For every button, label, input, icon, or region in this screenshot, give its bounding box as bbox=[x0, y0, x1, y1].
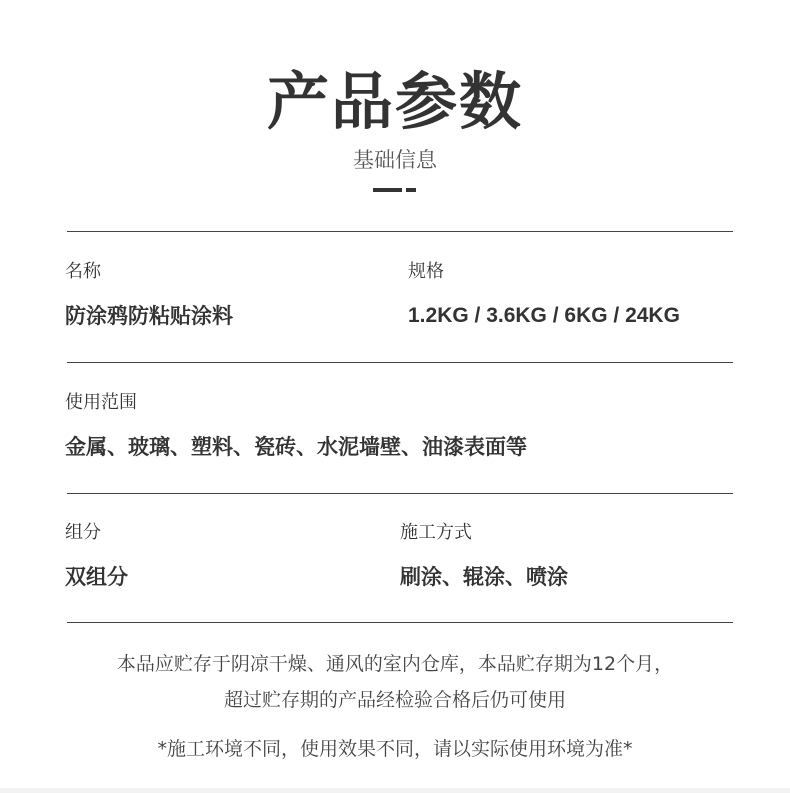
divider-3 bbox=[67, 622, 733, 623]
disclaimer-note: *施工环境不同，使用效果不同，请以实际使用环境为准* bbox=[157, 738, 633, 760]
divider-1 bbox=[67, 362, 733, 363]
name-value: 防涂鸦防粘贴涂料 bbox=[65, 304, 233, 328]
usage-label: 使用范围 bbox=[65, 392, 137, 413]
storage-note-line2: 超过贮存期的产品经检验合格后仍可使用 bbox=[223, 689, 566, 711]
spec-label: 规格 bbox=[408, 261, 444, 282]
decoration-bar-short bbox=[406, 188, 416, 192]
components-label: 组分 bbox=[65, 522, 101, 543]
name-label: 名称 bbox=[65, 261, 101, 282]
page-subtitle: 基础信息 bbox=[353, 148, 437, 172]
decoration-bar-long bbox=[373, 188, 402, 192]
page-title: 产品参数 bbox=[266, 65, 523, 138]
divider-top bbox=[67, 231, 733, 232]
spec-value: 1.2KG / 3.6KG / 6KG / 24KG bbox=[408, 304, 680, 327]
method-value: 刷涂、辊涂、喷涂 bbox=[400, 565, 568, 589]
usage-value: 金属、玻璃、塑料、瓷砖、水泥墙壁、油漆表面等 bbox=[65, 435, 527, 459]
title-decoration bbox=[373, 188, 416, 192]
bottom-strip bbox=[0, 788, 790, 793]
divider-2 bbox=[67, 493, 733, 494]
method-label: 施工方式 bbox=[400, 522, 472, 543]
storage-note-line1: 本品应贮存于阴凉干燥、通风的室内仓库，本品贮存期为12个月， bbox=[116, 653, 674, 675]
components-value: 双组分 bbox=[65, 565, 128, 589]
